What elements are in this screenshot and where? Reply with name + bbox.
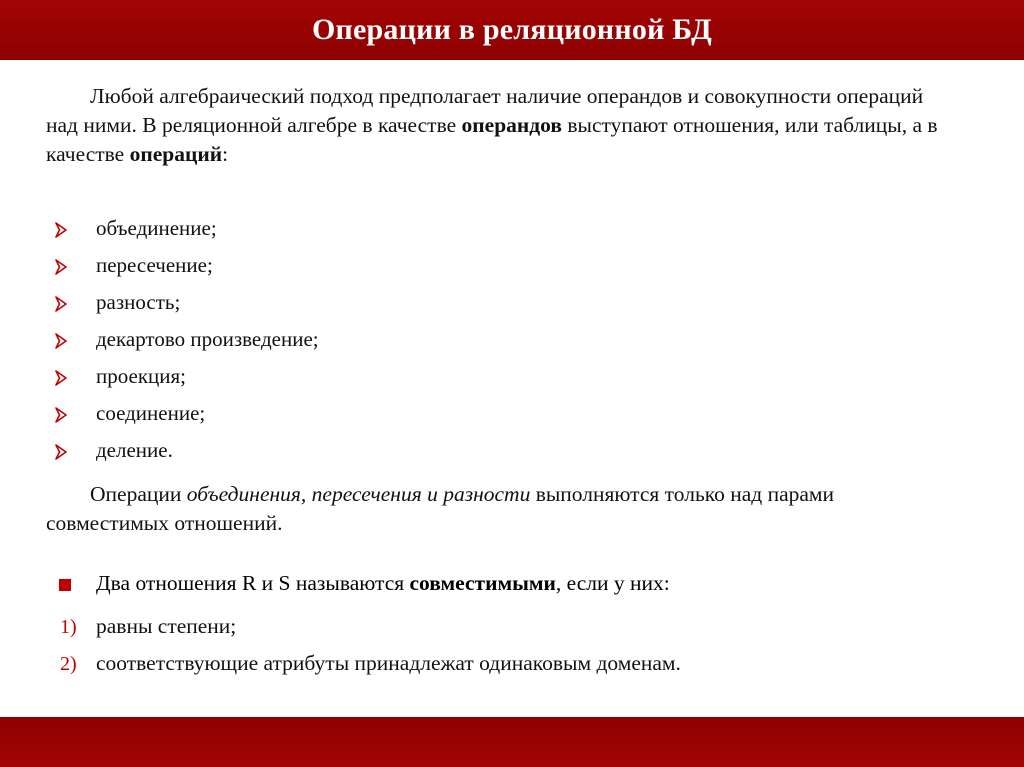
- list-item: [46, 210, 926, 247]
- second-paragraph-part1: Операции: [90, 482, 187, 506]
- list-item: [46, 395, 926, 432]
- compatible-line-bold: совместимыми: [409, 571, 556, 595]
- operations-list: [46, 210, 926, 469]
- list-item: [46, 247, 926, 284]
- list-item: [46, 284, 926, 321]
- list-item-label: пересечение;: [96, 253, 213, 277]
- list-item-marker: 2): [60, 652, 77, 675]
- list-item-label: равны степени;: [96, 613, 237, 638]
- compatible-line-part1: Два отношения R и S называются: [96, 571, 410, 595]
- list-item-label: соответствующие атрибуты принадлежат одинаковым доменам.: [96, 650, 681, 675]
- slide-body: [0, 60, 1024, 700]
- second-paragraph: [46, 480, 936, 538]
- list-item-marker: 1): [60, 615, 77, 638]
- intro-bold-operands: операндов: [461, 113, 562, 138]
- compatible-line-part2: , если у них:: [555, 571, 670, 595]
- intro-text-part2: выступают отношения, или таблицы, а в качестве: [46, 113, 938, 167]
- list-item-label: проекция;: [96, 364, 186, 388]
- arrow-bullet-icon: [54, 258, 70, 274]
- intro-text-part3: :: [222, 142, 229, 167]
- list-item: [46, 608, 956, 645]
- list-item-label: разность;: [96, 290, 181, 314]
- second-paragraph-part2: выполняются только над парами совместимых отношений.: [46, 482, 835, 536]
- second-paragraph-italic: объединения, пересечения и разности: [186, 482, 531, 506]
- intro-text-part1: Любой алгебраический подход предполагает наличие операндов и совокупности операций над ними. В реляционной алгебре в качестве: [46, 84, 924, 138]
- arrow-bullet-icon: [54, 369, 70, 385]
- arrow-bullet-icon: [54, 295, 70, 311]
- list-item-label: соединение;: [96, 401, 206, 425]
- arrow-bullet-icon: [54, 443, 70, 459]
- arrow-bullet-icon: [54, 221, 70, 237]
- slide-title-bar: [0, 0, 1024, 60]
- intro-bold-operations: операций: [129, 142, 223, 167]
- slide-bottom-bar: [0, 717, 1024, 767]
- arrow-bullet-icon: [54, 406, 70, 422]
- arrow-bullet-icon: [54, 332, 70, 348]
- page-title: Операции в реляционной БД: [312, 13, 712, 46]
- list-item-label: объединение;: [96, 216, 217, 240]
- square-bullet-icon: [59, 579, 71, 591]
- list-item: [46, 321, 926, 358]
- intro-paragraph: [46, 82, 946, 170]
- compatible-relations-line: [46, 570, 996, 598]
- conditions-list: [46, 608, 956, 682]
- list-item: [46, 432, 926, 469]
- list-item: [46, 358, 926, 395]
- list-item-label: декартово произведение;: [96, 327, 319, 351]
- list-item: [46, 645, 956, 682]
- list-item-label: деление.: [96, 438, 173, 462]
